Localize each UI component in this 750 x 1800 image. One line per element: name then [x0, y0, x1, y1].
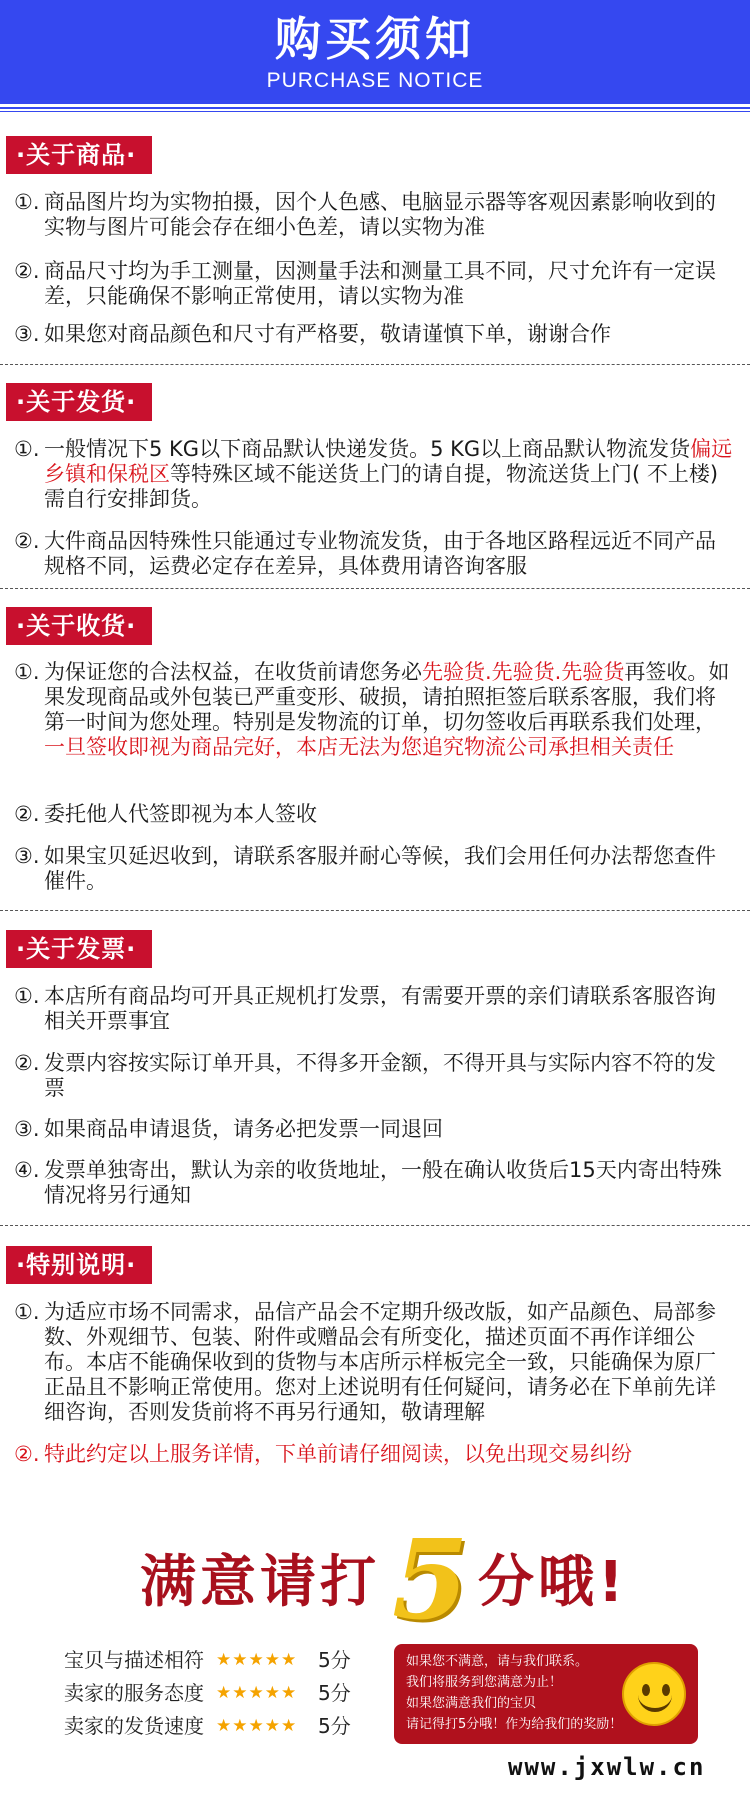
page-header [0, 0, 750, 104]
item-number: ②. [14, 1442, 40, 1466]
list-item [14, 1300, 736, 1425]
section-badge: ·特别说明· [6, 1246, 152, 1284]
item-number: ④. [14, 1158, 40, 1182]
section-badge: ·关于发票· [6, 930, 152, 968]
notice-line: 如果您不满意，请与我们联系。 [406, 1654, 589, 1669]
list-item [14, 437, 736, 512]
item-number: ①. [14, 984, 40, 1008]
item-text [14, 660, 736, 760]
page-title: 购买须知 [275, 12, 475, 66]
list-item [14, 802, 736, 827]
section-badge: ·关于发货· [6, 383, 152, 421]
item-number: ②. [14, 259, 40, 283]
list-item [14, 984, 736, 1034]
list-item [14, 1117, 736, 1142]
star-icons: ★★★★★ [216, 1683, 298, 1703]
highlight-text: 偏远乡镇和保税区 [44, 437, 733, 486]
item-text: 特此约定以上服务详情，下单前请仔细阅读，以免出现交易纠纷 [44, 1442, 632, 1466]
item-text: 如果宝贝延迟收到，请联系客服并耐心等候，我们会用任何办法帮您查件催件。 [44, 844, 716, 893]
page-subtitle: PURCHASE NOTICE [266, 69, 484, 92]
rating-score: 5分 [318, 1714, 351, 1738]
item-number: ①. [14, 1300, 40, 1324]
star-icons: ★★★★★ [216, 1716, 298, 1736]
notice-line: 请记得打5分哦！作为给我们的奖励！ [406, 1717, 623, 1732]
item-text-part: 等特殊区域不能送货上门的请自提，物流送货上门( 不上楼) 需自行安排卸货。 [44, 462, 719, 511]
list-item [14, 660, 736, 760]
item-number: ③. [14, 844, 40, 868]
highlight-text: 一旦签收即视为商品完好，本店无法为您追究物流公司承担相关责任 [44, 735, 674, 759]
item-number: ①. [14, 437, 40, 461]
rating-row [64, 1677, 364, 1709]
item-number: ③. [14, 1117, 40, 1141]
item-text: 委托他人代签即视为本人签收 [44, 802, 317, 826]
item-number: ①. [14, 190, 40, 214]
list-item [14, 190, 736, 240]
item-text: 如果商品申请退货，请务必把发票一同退回 [44, 1117, 443, 1141]
header-rule [0, 107, 750, 109]
star-icons: ★★★★★ [216, 1650, 298, 1670]
item-number: ②. [14, 529, 40, 553]
rating-notice-box [394, 1644, 698, 1744]
item-text [14, 437, 736, 512]
list-item [14, 1442, 736, 1467]
site-url: www.jxwlw.cn [508, 1753, 706, 1781]
item-number: ③. [14, 322, 40, 346]
item-number: ①. [14, 660, 40, 684]
rating-row [64, 1710, 364, 1742]
rating-heading-text-a: 满意请打 [140, 1550, 380, 1615]
header-rule-thin [0, 111, 750, 112]
item-text: 为适应市场不同需求，品信产品会不定期升级改版，如产品颜色、局部参数、外观细节、包装、附件或赠品会有所变化，描述页面不再作详细公布。本店不能确保收到的货物与本店所示样板完全一致，只能确保为原厂正品且不影响正常使用。您对上述说明有任何疑问，请务必在下单前先详细咨询，否则发货前将不再另行通知，敬请理解 [44, 1300, 716, 1424]
section-divider [0, 588, 750, 589]
rating-five-digit: 5 [392, 1515, 469, 1644]
rating-heading [0, 1515, 750, 1644]
section-badge: ·关于收货· [6, 607, 152, 645]
item-text-part: 为保证您的合法权益，在收货前请您务必 [44, 660, 422, 684]
notice-line: 如果您满意我们的宝贝 [406, 1696, 537, 1711]
section-divider [0, 364, 750, 365]
notice-line: 我们将服务到您满意为止！ [406, 1675, 563, 1690]
item-text: 大件商品因特殊性只能通过专业物流发货，由于各地区路程远近不同产品规格不同，运费必定存在差异，具体费用请咨询客服 [44, 529, 716, 578]
list-item [14, 259, 736, 309]
item-text: 发票内容按实际订单开具，不得多开金额，不得开具与实际内容不符的发票 [44, 1051, 716, 1100]
list-item [14, 322, 736, 347]
item-text: 商品尺寸均为手工测量，因测量手法和测量工具不同，尺寸允许有一定误差，只能确保不影响正常使用，请以实物为准 [44, 259, 716, 308]
rating-score: 5分 [318, 1648, 351, 1672]
item-text: 商品图片均为实物拍摄，因个人色感、电脑显示器等客观因素影响收到的实物与图片可能会存在细小色差，请以实物为准 [44, 190, 716, 239]
rating-label: 卖家的发货速度 [64, 1714, 204, 1738]
item-text: 本店所有商品均可开具正规机打发票，有需要开票的亲们请联系客服咨询相关开票事宜 [44, 984, 716, 1033]
section-divider [0, 910, 750, 911]
list-item [14, 1158, 736, 1208]
section-badge: ·关于商品· [6, 136, 152, 174]
section-divider [0, 1225, 750, 1226]
smiley-face-icon [622, 1662, 686, 1726]
highlight-text: 先验货.先验货.先验货 [422, 660, 625, 684]
item-text-part: 一般情况下5 KG以下商品默认快递发货。5 KG以上商品默认物流发货 [44, 437, 691, 461]
item-number: ②. [14, 802, 40, 826]
item-text: 发票单独寄出，默认为亲的收货地址，一般在确认收货后15天内寄出特殊情况将另行通知 [44, 1158, 722, 1207]
rating-heading-text-b: 分哦! [478, 1550, 628, 1615]
rating-row [64, 1644, 364, 1676]
rating-score: 5分 [318, 1681, 351, 1705]
list-item [14, 1051, 736, 1101]
item-text-part: 再签收。如果发现商品或外包装已严重变形、破损，请拍照拒签后联系客服，我们将第一时间为您处理。特别是发物流的订单，切勿签收后再联系我们处理， [44, 660, 730, 734]
item-number: ②. [14, 1051, 40, 1075]
list-item [14, 529, 736, 579]
list-item [14, 844, 736, 894]
smiley-mouth [638, 1694, 672, 1712]
rating-label: 卖家的服务态度 [64, 1681, 204, 1705]
rating-label: 宝贝与描述相符 [64, 1648, 204, 1672]
item-text: 如果您对商品颜色和尺寸有严格要，敬请谨慎下单，谢谢合作 [44, 322, 611, 346]
